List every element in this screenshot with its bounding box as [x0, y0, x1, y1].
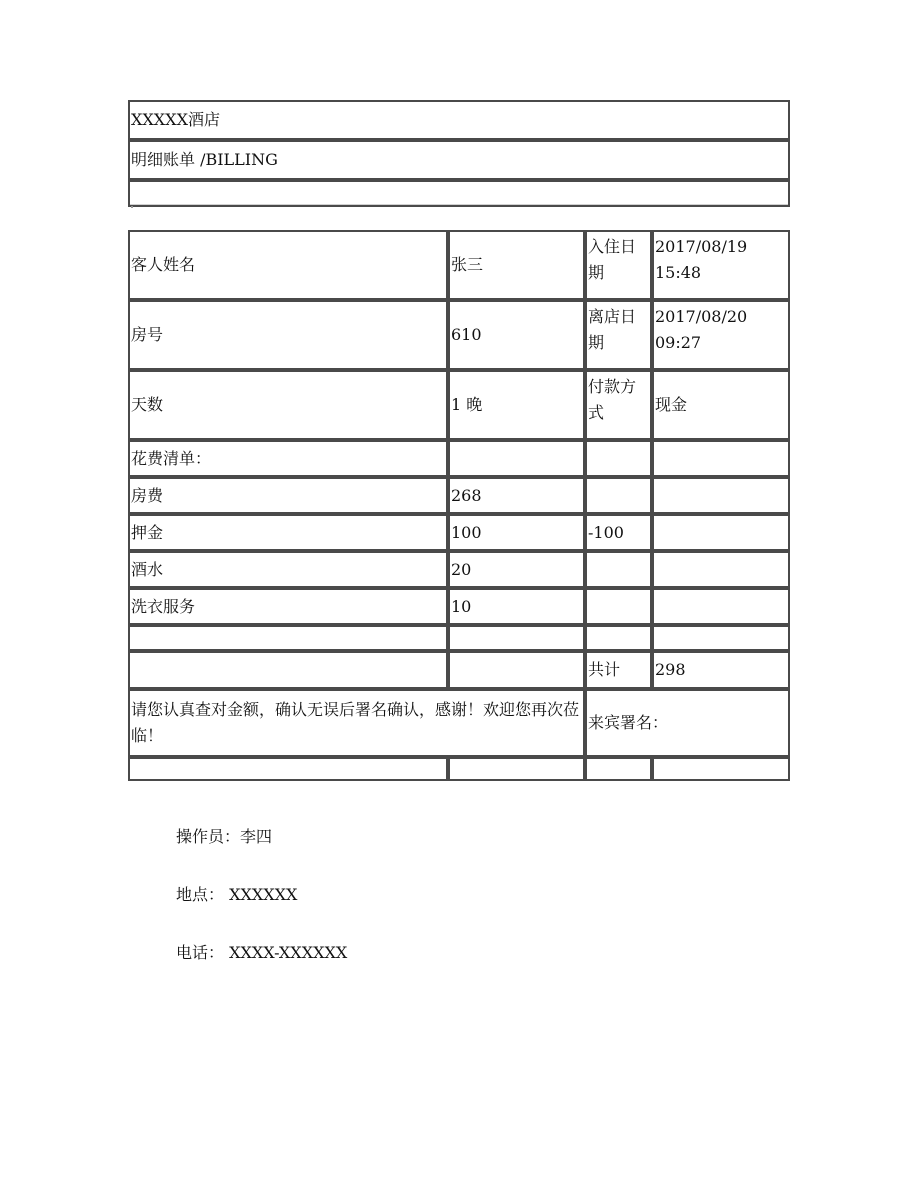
- room-value: 610: [448, 300, 585, 370]
- empty-cell: [448, 651, 585, 689]
- total-label: 共计: [585, 651, 652, 689]
- charge-item-adjust: [585, 551, 652, 588]
- empty-cell: [448, 625, 585, 651]
- empty-cell: [652, 551, 790, 588]
- billing-detail-table: [128, 230, 790, 781]
- checkin-label: 入住日期: [585, 230, 652, 300]
- empty-cell: [448, 757, 585, 781]
- charge-item-amount: 100: [448, 514, 585, 551]
- empty-cell: [652, 440, 790, 477]
- phone-line: 电话： XXXX-XXXXXX: [176, 943, 348, 962]
- guest-name-value: 张三: [448, 230, 585, 300]
- bill-header-table: [128, 100, 790, 207]
- payment-value: 现金: [652, 370, 790, 440]
- charge-item-adjust: [585, 477, 652, 514]
- empty-cell: [585, 625, 652, 651]
- payment-label: 付款方式: [585, 370, 652, 440]
- room-label: 房号: [128, 300, 448, 370]
- bill-title: 明细账单 /BILLING: [128, 140, 790, 180]
- charge-item-name: 房费: [128, 477, 448, 514]
- guest-signature-label: 来宾署名：: [585, 689, 790, 757]
- empty-cell: [448, 440, 585, 477]
- stray-dot: [131, 206, 133, 208]
- charge-item-amount: 10: [448, 588, 585, 625]
- checkout-label: 离店日期: [585, 300, 652, 370]
- empty-cell: [128, 651, 448, 689]
- charge-item-name: 洗衣服务: [128, 588, 448, 625]
- empty-cell: [652, 514, 790, 551]
- checkin-value: 2017/08/19 15:48: [652, 230, 790, 300]
- days-value: 1 晚: [448, 370, 585, 440]
- location-line: 地点： XXXXXX: [176, 885, 298, 904]
- charges-list-label: 花费清单：: [128, 440, 448, 477]
- total-value: 298: [652, 651, 790, 689]
- empty-cell: [652, 477, 790, 514]
- charge-item-adjust: [585, 588, 652, 625]
- charge-item-adjust: -100: [585, 514, 652, 551]
- charge-item-amount: 268: [448, 477, 585, 514]
- empty-cell: [585, 757, 652, 781]
- empty-cell: [652, 588, 790, 625]
- charge-item-amount: 20: [448, 551, 585, 588]
- charge-item-name: 押金: [128, 514, 448, 551]
- charge-item-name: 酒水: [128, 551, 448, 588]
- empty-cell: [652, 625, 790, 651]
- header-blank-row: [128, 180, 790, 207]
- hotel-name: XXXXX酒店: [128, 100, 790, 140]
- operator-line: 操作员：李四: [176, 827, 273, 846]
- empty-cell: [128, 625, 448, 651]
- days-label: 天数: [128, 370, 448, 440]
- guest-name-label: 客人姓名: [128, 230, 448, 300]
- checkout-value: 2017/08/20 09:27: [652, 300, 790, 370]
- empty-cell: [652, 757, 790, 781]
- empty-cell: [128, 757, 448, 781]
- confirmation-message: 请您认真查对金额，确认无误后署名确认，感谢！欢迎您再次莅临！: [128, 689, 585, 757]
- empty-cell: [585, 440, 652, 477]
